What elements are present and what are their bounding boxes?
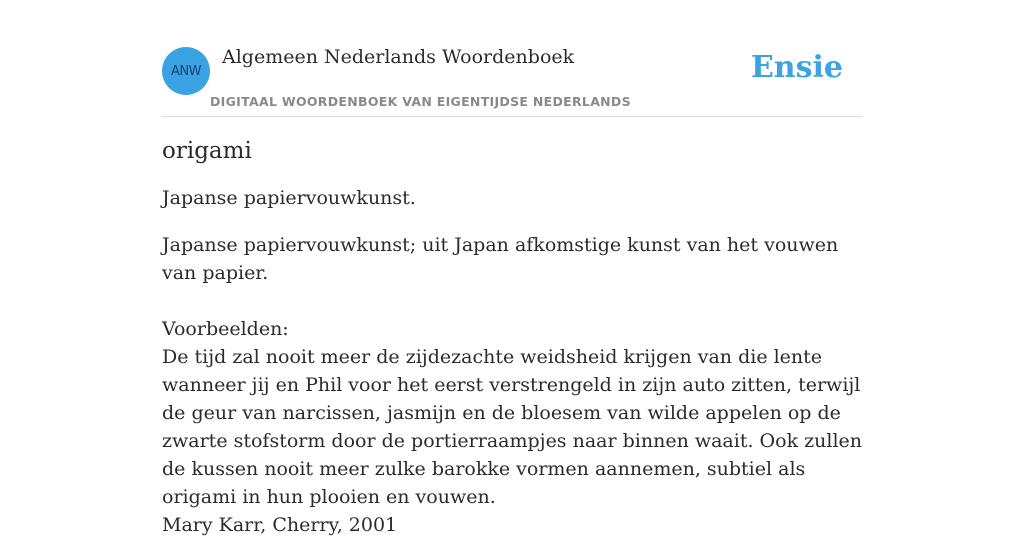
spacer — [162, 287, 862, 315]
long-definition: Japanse papiervouwkunst; uit Japan afkomstige kunst van het vouwen van papier. — [162, 234, 839, 284]
long-definition-block — [162, 231, 862, 539]
site-title[interactable]: Algemeen Nederlands Woordenboek — [222, 46, 575, 68]
entry-content — [162, 138, 862, 539]
entry-headword: origami — [162, 138, 252, 164]
example-source: Mary Karr, Cherry, 2001 — [162, 514, 398, 536]
examples-label: Voorbeelden: — [162, 318, 289, 340]
short-definition: Japanse papiervouwkunst. — [162, 187, 416, 209]
site-header — [162, 0, 862, 117]
ensie-logo[interactable]: Ensie — [750, 50, 843, 85]
logo-text: ANW — [171, 63, 201, 79]
example-text: De tijd zal nooit meer de zijdezachte weidsheid krijgen van die lente wanneer jij en Phil voor het eerst verstrengeld in zijn auto zitten, terwijl de geur van narcissen, jasmijn en de bloesem van wilde appelen op de zwarte stofstorm door de portierraampjes naar binnen waait. Ook zullen de kussen nooit meer zulke barokke vormen aannemen, subtiel als origami in hun plooien en vouwen. — [162, 346, 863, 508]
site-subtitle: DIGITAAL WOORDENBOEK VAN EIGENTIJDSE NEDERLANDS — [210, 94, 631, 109]
anw-logo[interactable] — [162, 47, 210, 95]
